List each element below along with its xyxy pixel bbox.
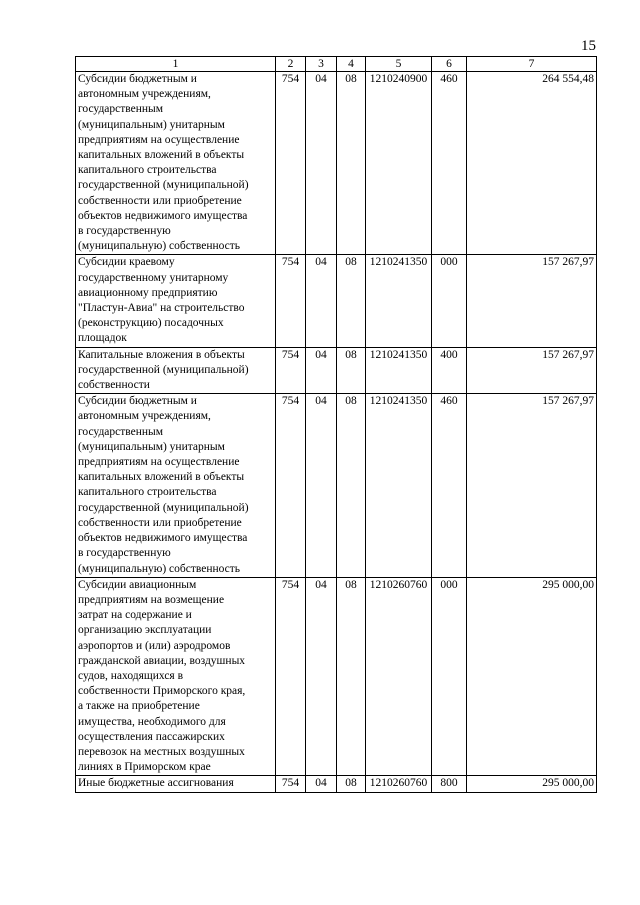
row-amount: 157 267,97: [467, 255, 597, 347]
table-header-row: [76, 57, 597, 72]
table-row: [76, 72, 597, 255]
row-ministry-code: 754: [276, 394, 306, 577]
row-section-code: 04: [306, 72, 337, 255]
row-section-code: 04: [306, 347, 337, 394]
row-subsection-code: 08: [337, 776, 366, 792]
header-col-7: 7: [467, 57, 597, 72]
row-target-code: 1210241350: [366, 255, 432, 347]
row-section-code: 04: [306, 577, 337, 776]
row-name: Субсидии бюджетным и автономным учреждениям, государственным (муниципальным) унитарным предприятиям на осуществление капитальных вложений в объекты капитального строительства государственной (муниципальной) собственности или приобретение объектов недвижимого имущества в государственную (муниципальную) собственность: [76, 394, 276, 577]
row-subsection-code: 08: [337, 255, 366, 347]
row-subsection-code: 08: [337, 347, 366, 394]
row-expense-type: 460: [432, 72, 467, 255]
row-amount: 295 000,00: [467, 776, 597, 792]
header-col-2: 2: [276, 57, 306, 72]
row-name: Субсидии краевому государственному унитарному авиационному предприятию "Пластун-Авиа" на строительство (реконструкцию) посадочных площадок: [76, 255, 276, 347]
row-target-code: 1210260760: [366, 577, 432, 776]
row-amount: 157 267,97: [467, 394, 597, 577]
row-expense-type: 800: [432, 776, 467, 792]
row-ministry-code: 754: [276, 577, 306, 776]
table-row: [76, 776, 597, 792]
row-name: Субсидии авиационным предприятиям на возмещение затрат на содержание и организацию эксплуатации аэропортов и (или) аэродромов гражданской авиации, воздушных судов, находящихся в собственности Приморского края, а также на приобретение имущества, необходимого для осуществления пассажирских перевозок на местных воздушных линиях в Приморском крае: [76, 577, 276, 776]
row-subsection-code: 08: [337, 72, 366, 255]
row-expense-type: 460: [432, 394, 467, 577]
header-col-6: 6: [432, 57, 467, 72]
row-expense-type: 000: [432, 577, 467, 776]
row-ministry-code: 754: [276, 776, 306, 792]
row-amount: 295 000,00: [467, 577, 597, 776]
row-expense-type: 400: [432, 347, 467, 394]
row-subsection-code: 08: [337, 577, 366, 776]
row-amount: 157 267,97: [467, 347, 597, 394]
row-section-code: 04: [306, 394, 337, 577]
table-row: [76, 255, 597, 347]
row-target-code: 1210260760: [366, 776, 432, 792]
header-col-5: 5: [366, 57, 432, 72]
header-col-4: 4: [337, 57, 366, 72]
header-col-3: 3: [306, 57, 337, 72]
row-name: Капитальные вложения в объекты государственной (муниципальной) собственности: [76, 347, 276, 394]
row-ministry-code: 754: [276, 72, 306, 255]
row-section-code: 04: [306, 255, 337, 347]
row-target-code: 1210241350: [366, 347, 432, 394]
row-ministry-code: 754: [276, 347, 306, 394]
table-row: [76, 347, 597, 394]
row-name: Иные бюджетные ассигнования: [76, 776, 276, 792]
row-subsection-code: 08: [337, 394, 366, 577]
row-amount: 264 554,48: [467, 72, 597, 255]
budget-table: [75, 56, 597, 793]
row-section-code: 04: [306, 776, 337, 792]
table-row: [76, 394, 597, 577]
row-expense-type: 000: [432, 255, 467, 347]
table-row: [76, 577, 597, 776]
row-name: Субсидии бюджетным и автономным учреждениям, государственным (муниципальным) унитарным предприятиям на осуществление капитальных вложений в объекты капитального строительства государственной (муниципальной) собственности или приобретение объектов недвижимого имущества в государственную (муниципальную) собственность: [76, 72, 276, 255]
header-col-1: 1: [76, 57, 276, 72]
row-target-code: 1210241350: [366, 394, 432, 577]
row-target-code: 1210240900: [366, 72, 432, 255]
row-ministry-code: 754: [276, 255, 306, 347]
page-number: 15: [581, 38, 596, 54]
